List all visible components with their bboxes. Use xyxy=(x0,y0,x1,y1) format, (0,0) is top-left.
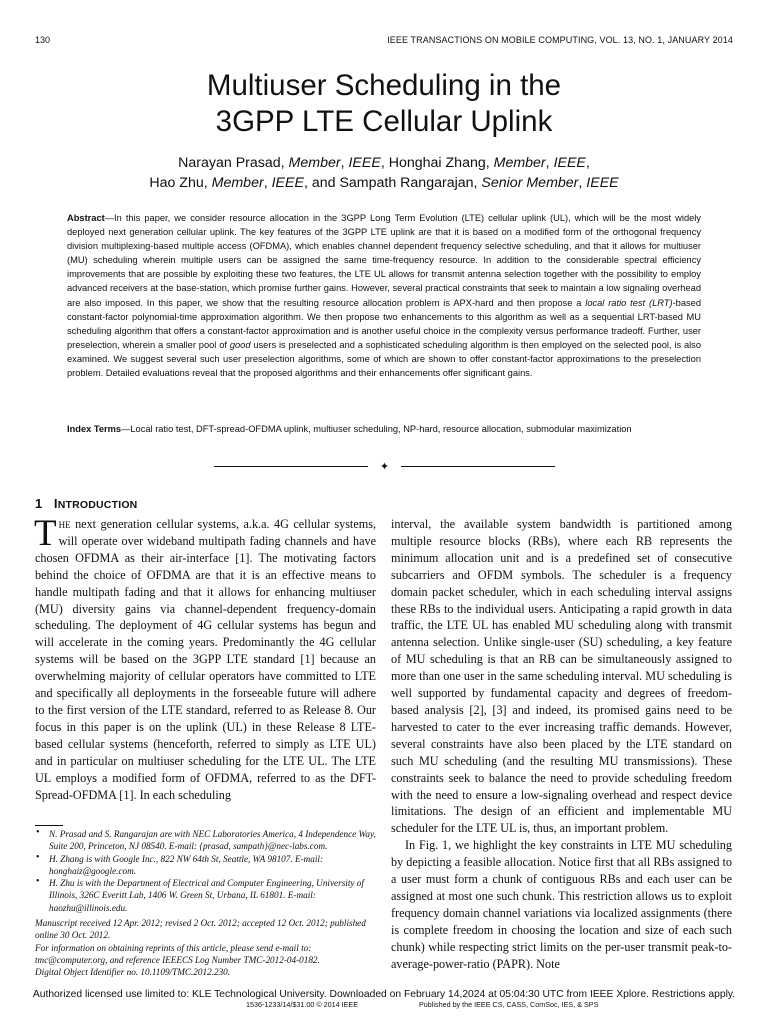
author-list xyxy=(0,153,768,193)
footnote-manuscript-dates: Manuscript received 12 Apr. 2012; revised 2 Oct. 2012; accepted 12 Oct. 2012; published online 30 Oct. 2012. xyxy=(35,918,366,941)
intro-smallcaps: he xyxy=(58,517,71,531)
abstract xyxy=(67,211,701,380)
section-heading xyxy=(35,496,137,511)
intro-paragraph-2: interval, the available system bandwidth is partitioned among multiple resource blocks (RBs), where each RB represents the minimum allocation unit and is a predefined set of consecutive subcarriers and OFDM symbols. The scheduler is a frequency domain packet scheduler, which in each scheduling interval assigns these RBs to the individual users. Anticipating a rapid growth in data traffic, the LTE UL has enabled MU scheduling along with transmit antenna selection. Unlike single-user (SU) scheduling, a key feature of MU scheduling is that an RB can be simultaneously assigned to more than one user in the same scheduling interval. MU scheduling is well supported by fundamental capacity and degrees of freedom-based analysis [2], [3] and indeed, its promised gains need to be harvested to cater to the ever increasing traffic demands. However, several constraints have also been placed by the LTE standard on such MU scheduling (and the resulting MU transmissions). These constraints seek to balance the need to provide scheduling freedom with the need to ensure a low-signaling overhead and respect device limitations. The design of an efficient and implementable MU scheduler for the LTE UL is, thus, an important problem. xyxy=(391,517,732,836)
footnote-reprints: For information on obtaining reprints of this article, please send e-mail to: tmc@computer.org, and reference IEEECS Log Number TMC-2012-04-0182. xyxy=(35,942,320,965)
publisher-line: Published by the IEEE CS, CASS, ComSoc, IES, & SPS xyxy=(419,1000,599,1009)
footnote-affiliation-2: • H. Zhang is with Google Inc., 822 NW 64th St, Seattle, WA 98107. E-mail: honghaiz@google.com. xyxy=(36,851,324,876)
section-title-rest: NTRODUCTION xyxy=(57,499,138,511)
author-org: IEEE xyxy=(586,175,619,191)
right-column xyxy=(391,516,732,972)
footnote-doi: Digital Object Identifier no. 10.1109/TMC.2012.230. xyxy=(35,967,231,978)
author-org: IEEE xyxy=(271,175,304,191)
footnote-rule xyxy=(35,825,63,826)
paper-title xyxy=(0,68,768,140)
abstract-text: -based constant-factor polynomial-time approximation algorithm. We then propose two enhancements to this algorithm as well as a sequential LRT-based MU scheduling algorithm that offers a constant-factor approximation and is another useful choice in the complexity versus performance tradeoff. Further, user preselection, wherein a smaller pool of xyxy=(67,297,701,350)
author-org: IEEE xyxy=(348,155,381,171)
section-number: 1 xyxy=(35,496,43,511)
abstract-emphasis: good xyxy=(229,339,251,350)
section-title-initial: I xyxy=(53,496,58,511)
index-terms xyxy=(67,422,701,436)
author-role: Member xyxy=(211,175,264,191)
abstract-emphasis: local ratio test (LRT) xyxy=(585,297,673,308)
footnote-affiliation-3: • H. Zhu is with the Department of Electrical and Computer Engineering, University of Illinois, 326C Everitt Lab, 1406 W. Green St, Urbana, IL 61801. E-mail: haozhu@illinois.edu. xyxy=(36,876,364,913)
intro-paragraph-3: In Fig. 1, we highlight the key constraints in LTE MU scheduling by depicting a feasible allocation. Notice first that all RBs assigned to a user must form a chunk of contiguous RBs and each user can be assigned at most one such chunk. This restriction allows us to exploit frequency domain channel variations via localized assignments (there is complete freedom in choosing the location and size of each such chunk) while respecting strict limits on the per-user transmit peak-to-average-power-ratio (PAPR). Note xyxy=(391,838,732,971)
divider-line-left xyxy=(214,466,368,467)
divider-line-right xyxy=(401,466,555,467)
license-notice: Authorized licensed use limited to: KLE Technological University. Downloaded on February 14,2024 at 05:04:30 UTC from IEEE Xplore. Restrictions apply. xyxy=(32,989,736,1000)
index-terms-label: Index Terms xyxy=(67,424,122,434)
author-name: Honghai Zhang, xyxy=(388,155,494,171)
paragraph-text: next generation cellular systems, a.k.a. 4G cellular systems, will operate over wideband multipath fading channels and have chosen OFDMA as their air-interface [1]. The motivating factors behind the choice of OFDMA are that it is an effective means to handle multipath fading and that it allows for enhancing multiuser (MU) diversity gains via channel-dependent frequency-domain scheduling. The deployment of 4G cellular systems has begun and will accelerate in the coming years. Predominantly the 4G cellular systems will be based on the 3GPP LTE standard [1] because an overwhelming majority of cellular operators have committed to LTE and specifically all deployments in the forseeable future will adhere to the first version of the LTE standard, referred to as Release 8. Our focus in this paper is on the uplink (UL) in these Release 8 LTE-based cellular systems (henceforth, referred to simply as LTE UL) and in particular on multiuser scheduling for the LTE UL. The LTE UL employs a modified form of OFDMA, referred to as the DFT-Spread-OFDMA [1]. In each scheduling xyxy=(35,517,376,802)
author-line-1: Narayan Prasad, Member, IEEE, Honghai Zhang, Member, IEEE, xyxy=(178,155,590,171)
section-divider xyxy=(214,460,555,474)
footnote-affiliation-1: • N. Prasad and S. Rangarajan are with NEC Laboratories America, 4 Independence Way, Suite 200, Princeton, NJ 08540. E-mail: {prasad, sampath}@nec-labs.com. xyxy=(36,827,376,852)
author-line-2: Hao Zhu, Member, IEEE, and Sampath Rangarajan, Senior Member, IEEE xyxy=(149,175,619,191)
intro-paragraph-1 xyxy=(34,513,376,803)
drop-cap: T xyxy=(34,513,57,554)
footer-line xyxy=(0,1000,768,1010)
title-line-1: Multiuser Scheduling in the xyxy=(206,69,562,102)
author-name: and Sampath Rangarajan, xyxy=(311,175,482,191)
author-role: Member xyxy=(493,155,546,171)
author-role: Senior Member xyxy=(481,175,579,191)
footnotes xyxy=(35,825,376,979)
abstract-text: users is preselected and a sophisticated scheduling algorithm is then employed on the selected pool, is also examined. We suggest several such user preselection algorithms, some of which are shown to offer constant-factor approximations to the preselection problem. Detailed evaluations reveal that the proposed algorithms and their enhancements offer significant gains. xyxy=(67,339,702,379)
author-name: Narayan Prasad, xyxy=(178,155,289,171)
journal-name: IEEE TRANSACTIONS ON MOBILE COMPUTING, VOL. 13, NO. 1, JANUARY 2014 xyxy=(387,35,733,45)
page-number: 130 xyxy=(35,35,51,45)
issn-copyright: 1536-1233/14/$31.00 © 2014 IEEE xyxy=(246,1000,358,1009)
left-column xyxy=(34,513,376,803)
author-name: Hao Zhu, xyxy=(149,175,212,191)
title-line-2: 3GPP LTE Cellular Uplink xyxy=(215,105,553,138)
index-terms-text: —Local ratio test, DFT-spread-OFDMA uplink, multiuser scheduling, NP-hard, resource allocation, submodular maximization xyxy=(121,424,632,434)
running-header xyxy=(35,35,733,49)
abstract-label: Abstract xyxy=(67,213,105,223)
abstract-text: —In this paper, we consider resource allocation in the 3GPP Long Term Evolution (LTE) cellular uplink (UL), which will be the most widely deployed next generation cellular uplink. The key features of the 3GPP LTE uplink are that it is based on a modified form of the orthogonal frequency division multiplexing-based multiple access (OFDMA), which enables channel dependent frequency selective scheduling, and that it allows for multiuser (MU) scheduling wherein multiple users can be assigned the same time-frequency resource. In addition to the considerable spectral efficiency improvements that are possible by exploiting these two features, the LTE UL allows for transmit antenna selection together with the possibility to employ advanced receivers at the base-station, which promise further gains. However, several practical constraints that seek to maintain a low signaling overhead are also imposed. In this paper, we show that the resulting resource allocation problem is APX-hard and then propose a xyxy=(67,213,701,308)
author-org: IEEE xyxy=(553,155,586,171)
author-role: Member xyxy=(288,155,341,171)
divider-diamond-icon: ✦ xyxy=(379,461,390,473)
